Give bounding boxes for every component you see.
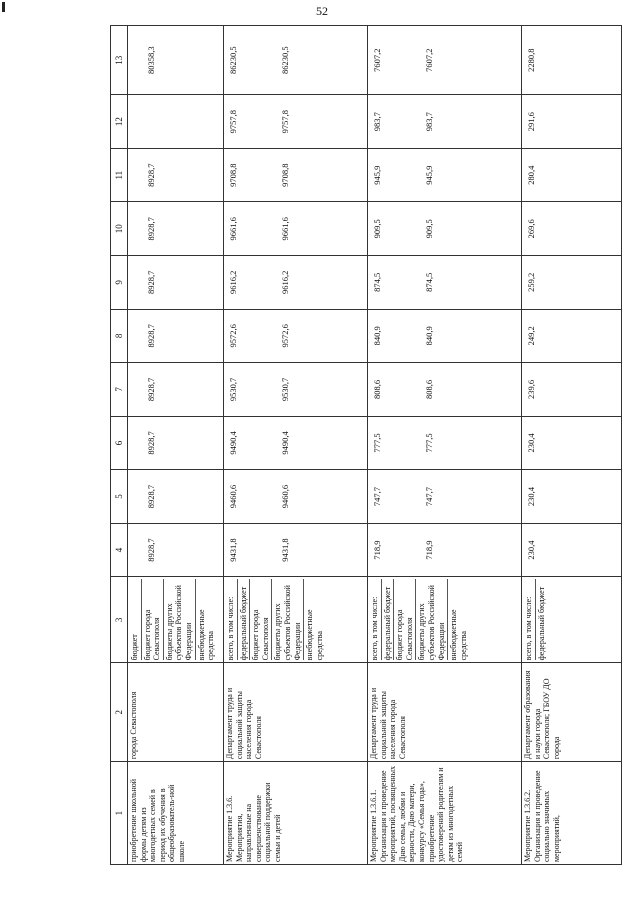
header-cell: 12 [111,95,128,149]
header-cell: 11 [111,148,128,202]
value: 8928,7 [146,431,156,455]
value-cell [128,470,224,524]
value: 8928,7 [146,163,156,187]
source-item: внебюджетные средства [196,609,216,661]
value-cell [224,26,368,95]
value-total: 230,4 [526,540,536,560]
value-city: 9530,7 [280,377,291,402]
value-total: 909,5 [372,219,382,239]
value-city: 9431,8 [280,538,291,562]
value-cell [522,363,622,417]
value-cell [128,523,224,577]
budget-table [110,25,622,865]
source-item: внебюджетные средства [305,609,324,661]
value-cell [368,523,522,577]
value-cell [128,363,224,417]
value-total: 7607,2 [372,48,382,72]
value-cell [368,256,522,310]
value-cell [368,95,522,149]
value-total: 280,4 [526,165,536,185]
value-total: 230,4 [526,486,536,507]
value-total: 945,9 [372,165,382,185]
measure-cell: Мероприятие 1.3.6.2. Организация и проведение социально значимых мероприятий, [522,762,622,865]
value-cell [224,95,368,149]
value-cell [522,256,622,310]
value-cell [368,470,522,524]
executor-cell: Департамент образования и науки города Севастополя; ГБОУ ДО города [522,663,622,762]
source-item: бюджет города Севастополя [142,579,164,660]
value-cell [128,95,224,149]
sources-cell [522,577,622,663]
value-total: 239,6 [526,379,536,399]
value-cell [522,148,622,202]
value-city: 945,9 [424,165,435,185]
source-item: федеральный бюджет [382,579,395,660]
table-row [224,26,368,865]
value-cell [128,416,224,470]
value-total: 808,6 [372,379,382,399]
value-city: 9460,6 [280,484,291,509]
header-cell: 4 [111,523,128,577]
source-item: всего, в том числе: [523,579,536,660]
value-cell [368,26,522,95]
header-row [111,26,128,865]
source-item: федеральный бюджет [536,586,546,661]
value-city: 86230,5 [280,46,291,75]
source-item: бюджеты других субъектов Российской Федерации [416,579,448,660]
value-cell [224,523,368,577]
value-total: 9616,2 [228,270,238,294]
value: 8928,7 [146,377,156,402]
sources-cell [224,577,368,663]
value-cell [368,148,522,202]
value-cell [368,363,522,417]
value-total: 840,9 [372,326,382,346]
value-total: 983,7 [372,112,382,132]
sources-cell [368,577,522,663]
header-cell: 3 [111,577,128,663]
value-total: 249,2 [526,326,536,346]
value-cell [128,309,224,363]
measure-cell: Мероприятие 1.3.6.1. Организация и проведение мероприятий, посвященных Дню семьи, любви и верности, Дню матери, конкурсу «Семья года», приобретение удостоверений родителям и детям из многодетных семей [368,762,522,865]
value-total: 9530,7 [228,377,238,402]
source-item: всего, в том числе: [369,579,382,660]
header-cell: 6 [111,416,128,470]
value-city: 9661,6 [280,217,291,241]
value-cell [522,523,622,577]
sources-cell [128,577,224,663]
value-cell [368,416,522,470]
value-city: 718,9 [424,540,435,560]
value-total: 259,2 [526,272,536,292]
value-cell [224,416,368,470]
value-total: 269,6 [526,219,536,239]
header-cell: 8 [111,309,128,363]
value-city: 9708,8 [280,163,291,187]
header-cell: 9 [111,256,128,310]
value-total: 86230,5 [228,46,238,75]
value-city: 9490,4 [280,431,291,455]
value: 8928,7 [146,217,156,241]
value: 8928,7 [146,324,156,348]
value-cell [224,148,368,202]
value: 8928,7 [146,538,156,562]
value-cell [224,202,368,256]
value-city: 9757,8 [280,109,291,134]
table-row [368,26,522,865]
value-cell [128,26,224,95]
scan-mark [2,2,5,12]
measure-cell: Мероприятие 1.3.6. Мероприятия, направленные на совершенствование социальной поддержки семьи и детей [224,762,368,865]
value-total: 2280,8 [526,48,536,72]
value-cell [224,309,368,363]
header-cell: 13 [111,26,128,95]
source-item: внебюджетные средства [449,609,468,661]
value-cell [522,202,622,256]
value-cell [224,470,368,524]
rotated-table [110,25,635,865]
value-total: 291,6 [526,112,536,132]
value-cell [368,202,522,256]
value-cell [224,363,368,417]
value-cell [128,148,224,202]
measure-cell: приобретение школьной формы детям из многодетных семей в период их обучения в общеобразователь-ной школе [128,762,224,865]
value-city: 9572,6 [280,324,291,348]
value-cell [128,202,224,256]
source-item: бюджеты других субъектов Российской Федерации [164,579,196,660]
value-city: 777,5 [424,433,435,453]
value-total: 777,5 [372,433,382,453]
value-city: 7607,2 [424,48,435,72]
value-city: 747,7 [424,486,435,507]
table-row [128,26,224,865]
source-item: бюджет [129,579,142,660]
value-city: 840,9 [424,326,435,346]
value: 8928,7 [146,484,156,509]
value-cell [522,309,622,363]
source-item: бюджет города Севастополя [394,579,416,660]
value-cell [224,256,368,310]
value-cell [368,309,522,363]
page-number: 52 [316,4,328,18]
value-total: 9431,8 [228,538,238,562]
rotated-table-container [110,25,635,865]
value: 8928,7 [146,270,156,294]
value-total: 718,9 [372,540,382,560]
value-cell [128,256,224,310]
header-cell: 10 [111,202,128,256]
value-total: 874,5 [372,272,382,292]
header-cell: 5 [111,470,128,524]
value-total: 9490,4 [228,431,238,455]
value-city: 9616,2 [280,270,291,294]
value-total: 9460,6 [228,484,238,509]
value-total: 9572,6 [228,324,238,348]
executor-cell: Департамент труда и социальной защиты населения города Севастополя [224,663,368,762]
source-item: бюджеты других субъектов Российской Федерации [272,579,304,660]
source-item: всего, в том числе: [225,579,238,660]
value-city: 909,5 [424,219,435,239]
value-cell [522,95,622,149]
header-cell: 2 [111,663,128,762]
value-total: 747,7 [372,486,382,507]
value-total: 9708,8 [228,163,238,187]
header-cell: 1 [111,762,128,865]
executor-cell: города Севастополя [128,663,224,762]
header-cell: 7 [111,363,128,417]
value-city: 808,6 [424,379,435,399]
executor-cell: Департамент труда и социальной защиты населения города Севастополя [368,663,522,762]
value: 80358,3 [146,46,156,75]
value-cell [522,26,622,95]
value-total: 9661,6 [228,217,238,241]
value-city: 874,5 [424,272,435,292]
table-row [522,26,622,865]
value-cell [522,416,622,470]
source-item: бюджет города Севастополя [250,579,272,660]
source-item: федеральный бюджет [238,579,251,660]
value-cell [522,470,622,524]
value-total: 230,4 [526,433,536,453]
value-total: 9757,8 [228,109,238,134]
value-city: 983,7 [424,112,435,132]
